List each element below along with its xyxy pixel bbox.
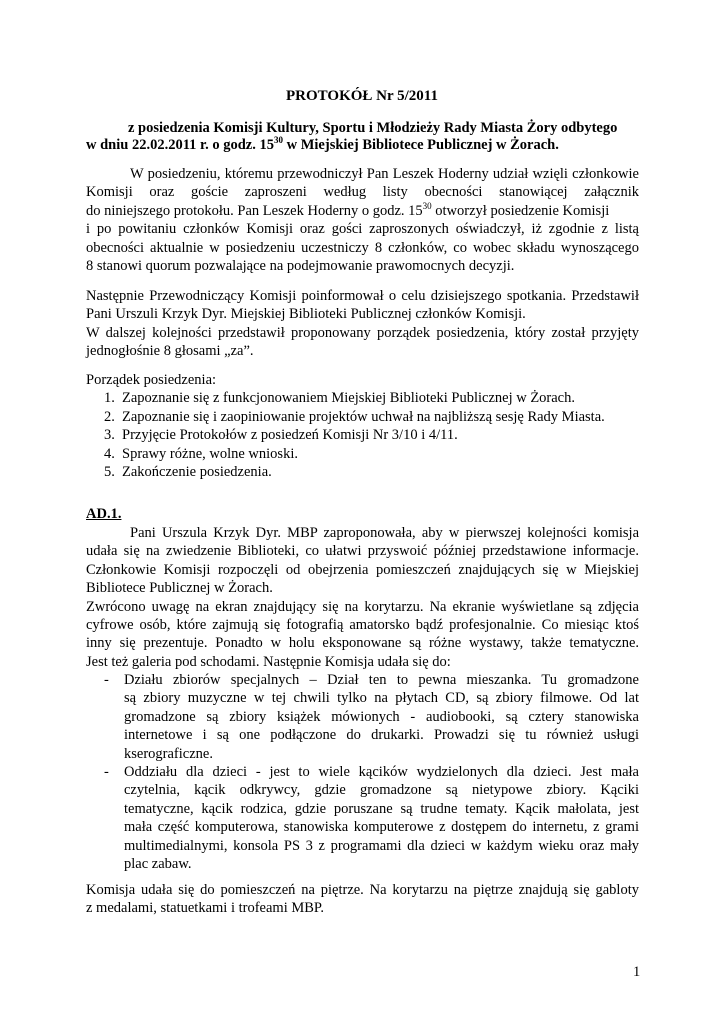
bullet-line: plac zabaw. bbox=[124, 856, 192, 873]
subtitle-place: w Miejskiej Bibliotece Publicznej w Żorach. bbox=[283, 137, 559, 153]
section-heading-ad1: AD.1. bbox=[86, 506, 122, 522]
agenda-label: Porządek posiedzenia: bbox=[86, 372, 217, 388]
agenda-item-text: Przyjęcie Protokołów z posiedzeń Komisji Nr 3/10 i 4/11. bbox=[122, 427, 458, 444]
para2-line: Następnie Przewodniczący Komisji poinformował o celu dzisiejszego spotkania. Przedstawił bbox=[86, 288, 639, 304]
agenda-item bbox=[86, 445, 639, 463]
ad1-line: Zwrócono uwagę na ekran znajdujący się na korytarzu. Na ekranie wyświetlane są zdjęcia bbox=[86, 598, 639, 615]
page-number: 1 bbox=[633, 964, 641, 980]
intro-line: W posiedzeniu, któremu przewodniczył Pan Leszek Hoderny udział wzięli członkowie bbox=[130, 166, 639, 182]
closing-line: Komisja udała się do pomieszczeń na piętrze. Na korytarzu na piętrze znajdują się gabloty bbox=[86, 882, 639, 898]
subtitle-line-2 bbox=[86, 137, 646, 154]
bullet-line: są zbiory muzyczne w tej chwili tylko na płytach CD, są zbiory filmowe. Od lat bbox=[124, 690, 639, 707]
bullet-item-children-department bbox=[86, 763, 639, 873]
ad1-line: Bibliotece Publicznej w Żorach. bbox=[86, 580, 273, 597]
intro-line-part: do niniejszego protokołu. Pan Leszek Hoderny o godz. 15 bbox=[86, 202, 423, 219]
ad1-paragraph bbox=[86, 524, 639, 671]
intro-time-superscript: 30 bbox=[422, 200, 432, 211]
intro-line: i po powitaniu członków Komisji oraz gości zaproszonych oświadczył, iż zgodnie z listą bbox=[86, 221, 639, 238]
intro-paragraph bbox=[86, 165, 639, 275]
subtitle-date: w dniu 22.02.2011 r. o godz. 15 bbox=[86, 137, 274, 153]
intro-line: obecności aktualnie w posiedzeniu uczestniczy 8 członków, co wobec składu wynoszącego bbox=[86, 239, 639, 256]
agenda-item-number: 1. bbox=[104, 390, 115, 407]
second-paragraph bbox=[86, 287, 639, 361]
para2-line: W dalszej kolejności przedstawił proponowany porządek posiedzenia, który został przyjęty bbox=[86, 324, 639, 341]
agenda-item-text: Sprawy różne, wolne wnioski. bbox=[122, 445, 298, 462]
ad1-line: inny się prezentuje. Ponadto w holu eksponowane są różne wystawy, także tematyczne. bbox=[86, 635, 639, 652]
agenda-item bbox=[86, 463, 639, 481]
bullet-line: Oddziału dla dzieci - jest to wiele kącików wydzielonych dla dzieci. Jest mała bbox=[124, 764, 639, 781]
agenda-item bbox=[86, 408, 639, 426]
intro-line-part: otworzył posiedzenie Komisji bbox=[431, 202, 610, 219]
ad1-closing-paragraph bbox=[86, 881, 639, 918]
para2-line: jednogłośnie 8 głosami „za”. bbox=[86, 343, 254, 360]
agenda-item-text: Zapoznanie się z funkcjonowaniem Miejskiej Biblioteki Publicznej w Żorach. bbox=[122, 390, 575, 407]
intro-line bbox=[86, 202, 639, 220]
bullet-line: tematyczne, kącik rodzica, gdzie poruszane są trudne tematy. Kącik małolata, jest bbox=[124, 800, 639, 817]
bullet-line: mała część komputerowa, stanowiska komputerowe z dostępem do internetu, z grami bbox=[124, 819, 639, 836]
agenda-list bbox=[86, 371, 639, 481]
bullet-line: Działu zbiorów specjalnych – Dział ten to pewna mieszanka. Tu gromadzone bbox=[124, 672, 639, 688]
document-subtitle bbox=[86, 120, 646, 154]
agenda-item-text: Zakończenie posiedzenia. bbox=[122, 464, 272, 481]
ad1-line: Członkowie Komisji rozpoczęli od obejrzenia pomieszczeń znajdujących się w Miejskiej bbox=[86, 561, 639, 578]
bullet-dash: - bbox=[104, 764, 109, 781]
ad1-line: udała się na zwiedzenie Biblioteki, co ułatwi przyswoić później przedstawione informacje. bbox=[86, 543, 639, 560]
ad1-line: Jest też galeria pod schodami. Następnie Komisja udała się do: bbox=[86, 653, 451, 670]
document-title: PROTOKÓŁ Nr 5/2011 bbox=[286, 88, 438, 104]
agenda-item-number: 3. bbox=[104, 427, 115, 444]
ad1-line: cyfrowe osób, które zajmują się fotografią amatorsko bądź profesjonalnie. Co miesiąc ktoś bbox=[86, 617, 639, 634]
bullet-line: kserograficzne. bbox=[124, 745, 213, 762]
agenda-item bbox=[86, 389, 639, 407]
intro-line: Komisji oraz goście zaproszeni według listy obecności stanowiącej załącznik bbox=[86, 184, 639, 201]
agenda-item-number: 2. bbox=[104, 408, 115, 425]
bullet-dash: - bbox=[104, 672, 109, 688]
agenda-item-text: Zapoznanie się i zaopiniowanie projektów uchwał na najbliższą sesję Rady Miasta. bbox=[122, 408, 605, 425]
bullet-item-special-collections bbox=[86, 671, 639, 763]
bullet-line: czytelnia, kącik odkrywcy, gdzie gromadzone są nietypowe zbiory. Kąciki bbox=[124, 782, 639, 799]
bullet-line: gromadzone są zbiory książek mówionych - audiobooki, są cztery stanowiska bbox=[124, 708, 639, 725]
subtitle-line-1: z posiedzenia Komisji Kultury, Sportu i Młodzieży Rady Miasta Żory odbytego bbox=[128, 120, 618, 136]
agenda-item bbox=[86, 426, 639, 444]
bullet-line: internetowe i są one podłączone do drukarki. Prowadzi się tu również usługi bbox=[124, 727, 639, 744]
agenda-item-number: 5. bbox=[104, 464, 115, 481]
agenda-item-number: 4. bbox=[104, 445, 115, 462]
subtitle-time-superscript: 30 bbox=[274, 135, 283, 145]
ad1-bullet-list bbox=[86, 671, 639, 873]
ad1-line: Pani Urszula Krzyk Dyr. MBP zaproponowała, aby w pierwszej kolejności komisja bbox=[130, 525, 639, 541]
para2-line: Pani Urszuli Krzyk Dyr. Miejskiej Biblioteki Publicznej członków Komisji. bbox=[86, 306, 526, 323]
closing-line: z medalami, statuetkami i trofeami MBP. bbox=[86, 900, 324, 917]
bullet-line: multimedialnymi, konsola PS 3 z programami dla dzieci w każdym wieku oraz mały bbox=[124, 837, 639, 854]
intro-line: 8 stanowi quorum pozwalające na podejmowanie prawomocnych decyzji. bbox=[86, 258, 515, 275]
